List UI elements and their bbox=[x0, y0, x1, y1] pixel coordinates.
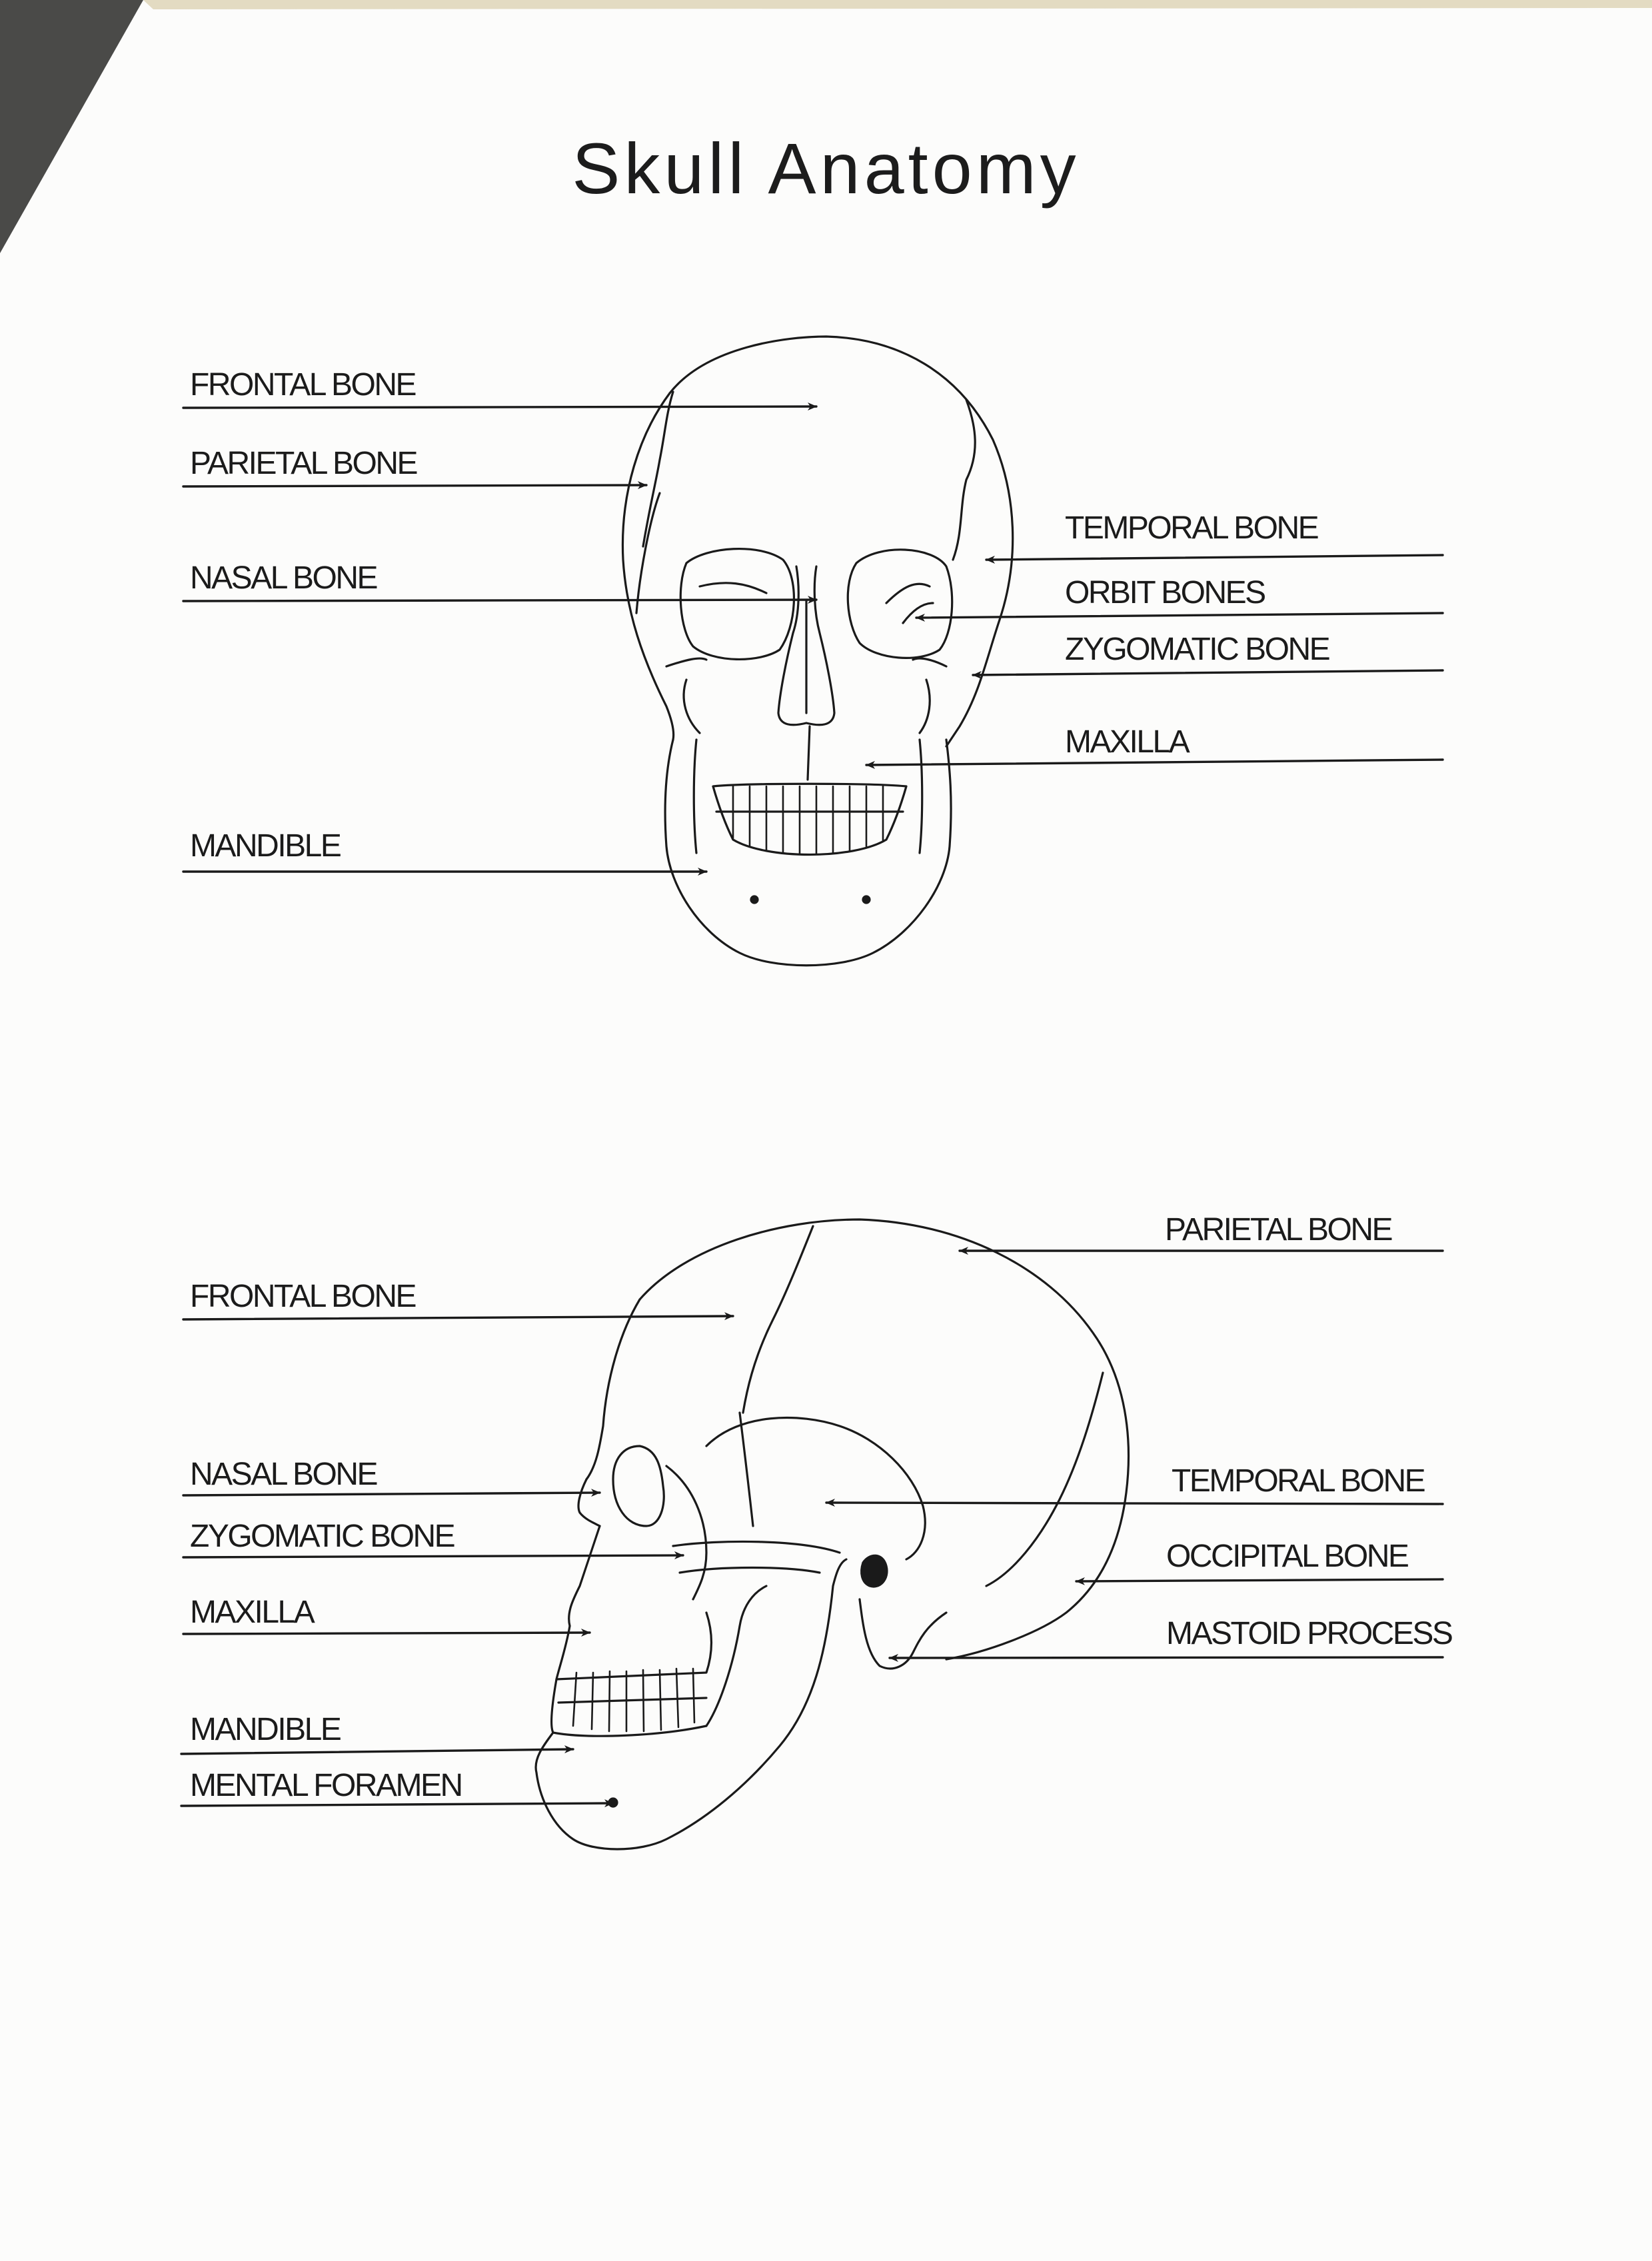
side-label-temporal-bone: TEMPORAL BONE bbox=[1172, 1463, 1425, 1499]
side-label-frontal-bone: FRONTAL BONE bbox=[190, 1279, 416, 1314]
front-label-zygomatic-bone: ZYGOMATIC BONE bbox=[1065, 632, 1329, 667]
front-label-temporal-bone: TEMPORAL BONE bbox=[1065, 510, 1318, 546]
side-label-mandible: MANDIBLE bbox=[190, 1712, 341, 1747]
side-leader-lines bbox=[181, 1251, 1443, 1806]
side-label-mental-foramen: MENTAL FORAMEN bbox=[190, 1768, 462, 1803]
side-label-nasal-bone: NASAL BONE bbox=[190, 1457, 377, 1492]
side-label-zygomatic-bone: ZYGOMATIC BONE bbox=[190, 1519, 454, 1554]
front-label-orbit-bones: ORBIT BONES bbox=[1065, 575, 1265, 610]
side-label-mastoid-process: MASTOID PROCESS bbox=[1166, 1616, 1452, 1651]
side-label-maxilla: MAXILLA bbox=[190, 1595, 314, 1630]
front-label-mandible: MANDIBLE bbox=[190, 828, 341, 864]
front-label-nasal-bone: NASAL BONE bbox=[190, 560, 377, 596]
front-label-frontal-bone: FRONTAL BONE bbox=[190, 367, 416, 402]
side-skull-drawing bbox=[536, 1219, 1128, 1849]
front-label-parietal-bone: PARIETAL BONE bbox=[190, 446, 417, 481]
front-label-maxilla: MAXILLA bbox=[1065, 724, 1189, 760]
side-label-parietal-bone: PARIETAL BONE bbox=[1165, 1212, 1392, 1247]
page-title: Skull Anatomy bbox=[572, 128, 1080, 209]
side-label-occipital-bone: OCCIPITAL BONE bbox=[1166, 1539, 1408, 1574]
front-leader-lines bbox=[183, 406, 1443, 872]
